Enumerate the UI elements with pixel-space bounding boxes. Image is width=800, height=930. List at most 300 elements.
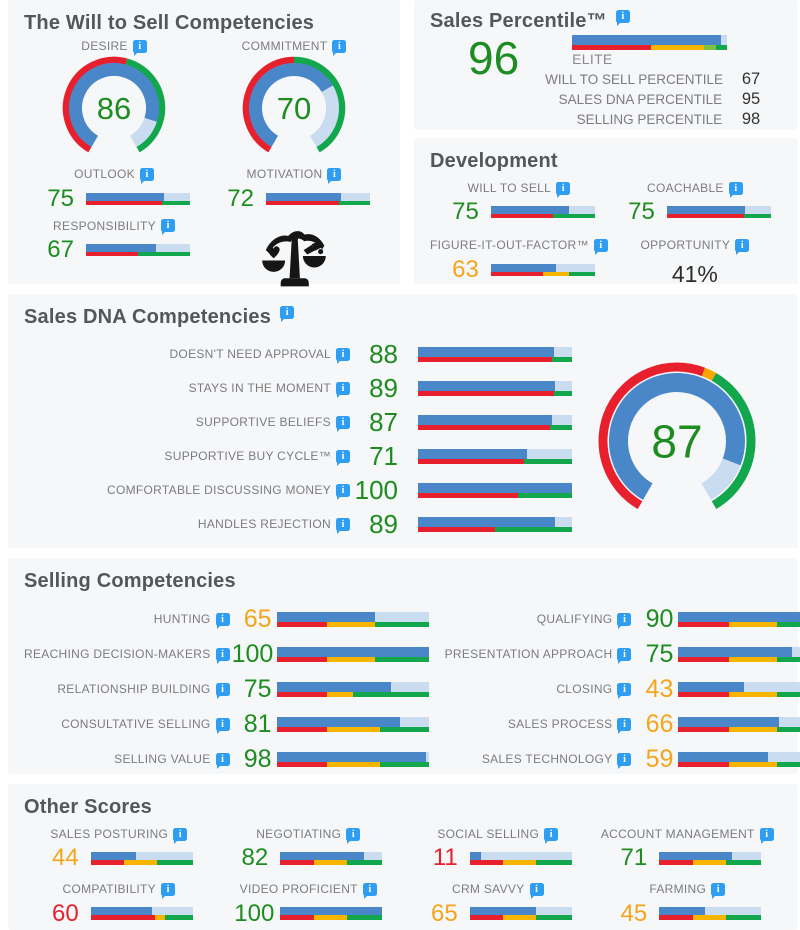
- score-row: [45, 846, 193, 870]
- score-bar-range-strip: [280, 860, 382, 865]
- metric-value: 75: [645, 640, 674, 668]
- info-icon[interactable]: [617, 648, 631, 661]
- score-row: [38, 238, 190, 262]
- range-segment-green: [524, 459, 572, 464]
- metric-label: VIDEO PROFICIENT: [239, 882, 358, 897]
- score-bar-fill: [91, 907, 152, 915]
- info-icon[interactable]: [729, 182, 743, 195]
- score-bar-range-strip: [667, 214, 771, 218]
- score-bar: [491, 206, 595, 218]
- range-segment-yellow: [651, 45, 704, 50]
- sales-percentile-header: [430, 10, 782, 33]
- metric-value: 65: [243, 605, 272, 633]
- percentile-row-value: 95: [741, 90, 761, 108]
- other-score-cell: [24, 827, 214, 870]
- percentile-row-label: SALES DNA PERCENTILE: [558, 92, 723, 107]
- info-icon[interactable]: [617, 613, 631, 626]
- score-bar-range-strip: [418, 493, 572, 498]
- metric-value: 75: [243, 675, 272, 703]
- score-bar-range-strip: [418, 357, 572, 362]
- score-bar-track: [418, 449, 572, 459]
- info-icon[interactable]: [216, 753, 230, 766]
- score-bar-track: [418, 415, 572, 425]
- other-score-cell: [214, 827, 404, 870]
- score-bar: [659, 852, 761, 865]
- range-segment-red: [266, 201, 339, 205]
- score-bar-fill: [418, 415, 552, 425]
- sales-dna-body: [24, 341, 782, 545]
- opportunity-value: 41%: [671, 260, 718, 287]
- metric-value: 67: [47, 236, 74, 264]
- info-icon[interactable]: [617, 718, 631, 731]
- metric-label: SELLING VALUE: [114, 752, 211, 767]
- range-segment-green: [347, 860, 383, 865]
- score-bar-range-strip: [277, 622, 429, 627]
- competency-row: [24, 677, 429, 702]
- metric-value: 89: [369, 509, 398, 539]
- range-segment-green: [777, 692, 800, 697]
- score-bar-range-strip: [659, 860, 761, 865]
- metric-label: STAYS IN THE MOMENT: [188, 380, 331, 395]
- other-scores-title: Other Scores: [24, 796, 153, 818]
- score-bar: [470, 852, 572, 865]
- other-score-cell: [24, 882, 214, 925]
- score-bar-track: [280, 852, 382, 860]
- range-segment-yellow: [729, 762, 778, 767]
- score-row: [613, 846, 761, 870]
- metric-value: 100: [234, 899, 275, 927]
- score-bar-range-strip: [86, 201, 190, 205]
- range-segment-red: [418, 391, 554, 396]
- metric-value: 43: [645, 675, 674, 703]
- score-bar-range-strip: [277, 762, 429, 767]
- range-segment-green: [518, 493, 572, 498]
- sales-percentile-body: [430, 32, 782, 130]
- score-bar-fill: [678, 682, 743, 692]
- score-bar-fill: [91, 852, 136, 860]
- gauge-value: 70: [276, 91, 312, 127]
- score-bar-track: [91, 907, 193, 915]
- score-bar-range-strip: [277, 727, 429, 732]
- competency-cell: [218, 167, 370, 210]
- metric-label: COMMITMENT: [241, 39, 328, 53]
- gauge-value: 87: [651, 415, 703, 468]
- score-bar-fill: [86, 244, 156, 252]
- selling-left-column: [24, 607, 429, 782]
- info-icon[interactable]: [336, 416, 350, 429]
- range-segment-yellow: [503, 860, 536, 865]
- score-bar-track: [280, 907, 382, 915]
- score-row: [234, 899, 382, 927]
- will-section-title: The Will to Sell Competencies: [24, 12, 315, 34]
- metric-label: PRESENTATION APPROACH: [444, 647, 613, 662]
- metric-label: MOTIVATION: [246, 167, 323, 182]
- other-scores-grid: [24, 827, 782, 926]
- range-segment-red: [277, 657, 327, 662]
- score-bar-fill: [418, 449, 527, 459]
- score-bar: [418, 517, 572, 532]
- score-bar-fill: [678, 612, 800, 622]
- competency-row: [24, 747, 429, 772]
- info-icon[interactable]: [735, 239, 749, 252]
- score-bar: [491, 264, 595, 276]
- score-bar-track: [418, 483, 572, 493]
- range-segment-yellow: [327, 622, 376, 627]
- metric-label: CRM SAVVY: [452, 882, 525, 897]
- will-to-sell-section: [8, 0, 400, 284]
- sales-dna-header: [24, 306, 782, 329]
- metric-label: SOCIAL SELLING: [437, 827, 540, 841]
- info-icon[interactable]: [216, 718, 230, 731]
- metric-label: SALES TECHNOLOGY: [481, 752, 613, 767]
- score-bar-fill: [678, 647, 792, 657]
- score-bar: [277, 682, 429, 697]
- range-segment-red: [277, 622, 327, 627]
- metric-label: CLOSING: [556, 682, 613, 697]
- range-segment-green: [553, 214, 595, 218]
- score-bar-range-strip: [91, 860, 193, 865]
- score-bar-range-strip: [491, 214, 595, 218]
- metric-value: 66: [645, 710, 674, 738]
- range-segment-red: [678, 727, 728, 732]
- score-bar-fill: [418, 347, 554, 357]
- score-bar: [418, 449, 572, 464]
- metric-label: HUNTING: [153, 612, 211, 627]
- metric-label-row: [649, 882, 725, 896]
- score-bar-track: [659, 852, 761, 860]
- metric-label-row: [50, 827, 187, 841]
- score-bar-range-strip: [491, 272, 595, 276]
- metric-value: 75: [628, 198, 655, 226]
- info-icon[interactable]: [140, 168, 154, 181]
- metric-label: REACHING DECISION-MAKERS: [24, 647, 211, 662]
- competency-row: [24, 607, 429, 632]
- score-bar-track: [277, 612, 429, 622]
- metric-value: 59: [645, 745, 674, 773]
- score-bar-fill: [659, 852, 731, 860]
- metric-value: 60: [52, 899, 79, 927]
- metric-label: COMPATIBILITY: [62, 882, 156, 897]
- range-segment-green: [138, 252, 190, 256]
- range-segment-green: [536, 860, 572, 865]
- info-icon[interactable]: [280, 306, 294, 319]
- metric-label-row: [74, 167, 154, 181]
- range-segment-red: [678, 622, 728, 627]
- sales-percentile-value: 96: [468, 32, 520, 84]
- score-bar-fill: [470, 907, 536, 915]
- development-section: [414, 138, 798, 287]
- score-row: [619, 200, 771, 224]
- selling-grid: [24, 607, 782, 782]
- score-bar-range-strip: [418, 391, 572, 396]
- info-icon[interactable]: [161, 219, 175, 232]
- range-segment-green: [777, 727, 800, 732]
- info-icon[interactable]: [556, 182, 570, 195]
- score-bar: [277, 612, 429, 627]
- info-icon[interactable]: [216, 613, 230, 626]
- info-icon[interactable]: [616, 10, 630, 23]
- metric-value: 63: [452, 255, 479, 283]
- metric-label-row: [468, 181, 570, 195]
- score-bar-fill: [572, 35, 721, 45]
- range-segment-red: [678, 762, 728, 767]
- range-segment-green: [726, 860, 762, 865]
- range-segment-red: [86, 252, 138, 256]
- metric-value: 88: [369, 339, 398, 369]
- metric-label-row: [63, 882, 175, 896]
- metric-value: 100: [231, 640, 274, 668]
- score-bar: [91, 907, 193, 920]
- gauge-chart: [238, 55, 350, 159]
- metric-value: 11: [432, 844, 458, 872]
- score-bar: [667, 206, 771, 218]
- score-row: [424, 899, 572, 927]
- info-icon[interactable]: [336, 484, 350, 497]
- score-bar-fill: [277, 752, 426, 762]
- info-icon[interactable]: [346, 828, 360, 841]
- range-segment-yellow: [729, 657, 778, 662]
- competency-row: [24, 477, 572, 503]
- info-icon[interactable]: [332, 40, 346, 53]
- score-bar-track: [418, 347, 572, 357]
- score-bar-range-strip: [418, 459, 572, 464]
- range-segment-red: [418, 527, 495, 532]
- range-segment-green: [495, 527, 572, 532]
- score-bar-fill: [678, 717, 778, 727]
- competency-row: [24, 443, 572, 469]
- score-bar-track: [91, 852, 193, 860]
- range-segment-green: [777, 762, 800, 767]
- range-segment-yellow: [314, 915, 347, 920]
- range-segment-green: [375, 622, 428, 627]
- metric-label: RESPONSIBILITY: [53, 218, 156, 233]
- info-icon[interactable]: [216, 648, 230, 661]
- other-score-cell: [593, 827, 783, 870]
- score-row: [424, 846, 572, 870]
- competency-cell: [38, 219, 190, 293]
- metric-value: 44: [52, 844, 79, 872]
- metric-value: 90: [645, 605, 674, 633]
- percentile-row: [545, 110, 760, 129]
- score-bar-fill: [280, 907, 382, 915]
- range-segment-green: [157, 860, 193, 865]
- score-bar-range-strip: [418, 425, 572, 430]
- metric-label-row: [81, 39, 146, 53]
- metric-label-row: [256, 827, 360, 841]
- info-icon[interactable]: [617, 753, 631, 766]
- info-icon[interactable]: [711, 883, 725, 896]
- score-bar: [277, 752, 429, 767]
- score-row: [234, 846, 382, 870]
- score-row: [45, 899, 193, 927]
- score-bar-range-strip: [678, 657, 800, 662]
- score-bar-range-strip: [678, 622, 800, 627]
- percentile-row-value: 98: [741, 110, 761, 128]
- range-segment-red: [277, 692, 327, 697]
- sales-percentile-bar: [545, 35, 760, 50]
- score-bar: [280, 852, 382, 865]
- range-segment-red: [678, 692, 728, 697]
- info-icon[interactable]: [336, 450, 350, 463]
- score-bar-track: [678, 717, 800, 727]
- competency-row: [24, 511, 572, 537]
- score-bar-fill: [470, 852, 481, 860]
- other-score-cell: [403, 827, 593, 870]
- score-bar-track: [277, 752, 429, 762]
- score-bar-range-strip: [280, 915, 382, 920]
- range-segment-red: [91, 915, 155, 920]
- development-cell: [619, 181, 771, 224]
- range-segment-yellow: [729, 622, 778, 627]
- competency-row: [445, 642, 800, 667]
- info-icon[interactable]: [161, 883, 175, 896]
- score-row: [38, 184, 190, 212]
- score-bar-fill: [418, 381, 555, 391]
- score-bar-fill: [667, 206, 745, 214]
- score-bar-range-strip: [277, 657, 429, 662]
- info-icon[interactable]: [617, 683, 631, 696]
- score-bar: [277, 647, 429, 662]
- competency-row: [24, 409, 572, 435]
- range-segment-yellow: [729, 692, 778, 697]
- range-segment-red: [418, 459, 524, 464]
- percentile-row-label: WILL TO SELL PERCENTILE: [545, 72, 723, 87]
- metric-label-row: [640, 238, 749, 252]
- metric-label: FARMING: [649, 882, 707, 897]
- score-bar-range-strip: [91, 915, 193, 920]
- score-bar: [678, 682, 800, 697]
- info-icon[interactable]: [336, 382, 350, 395]
- score-bar-track: [678, 682, 800, 692]
- score-bar-range-strip: [470, 860, 572, 865]
- score-bar: [659, 907, 761, 920]
- range-segment-yellow: [693, 915, 726, 920]
- score-bar-track: [678, 647, 800, 657]
- score-bar-fill: [491, 206, 569, 214]
- score-bar-track: [470, 907, 572, 915]
- range-segment-red: [280, 915, 314, 920]
- score-bar: [91, 852, 193, 865]
- score-bar-range-strip: [659, 915, 761, 920]
- info-icon[interactable]: [336, 348, 350, 361]
- sales-dna-title: Sales DNA Competencies: [24, 306, 272, 328]
- score-bar-fill: [277, 612, 376, 622]
- sales-percentile-section: [414, 0, 798, 130]
- score-bar-track: [277, 647, 429, 657]
- metric-value: 71: [369, 441, 398, 471]
- development-grid: [430, 181, 782, 288]
- range-segment-yellow: [327, 692, 353, 697]
- selling-right-column: [445, 607, 800, 782]
- info-icon[interactable]: [594, 239, 608, 252]
- range-segment-green: [726, 915, 762, 920]
- metric-label-row: [647, 181, 743, 195]
- score-bar-range-strip: [470, 915, 572, 920]
- range-segment-green: [744, 214, 771, 218]
- metric-label: SUPPORTIVE BUY CYCLE™: [164, 448, 331, 463]
- score-row: [443, 255, 595, 283]
- score-bar-fill: [86, 193, 164, 201]
- range-segment-red: [418, 425, 550, 430]
- range-segment-yellow: [327, 727, 380, 732]
- score-bar: [86, 193, 190, 205]
- score-bar-track: [86, 193, 190, 201]
- score-bar-track: [678, 612, 800, 622]
- range-segment-red: [280, 860, 314, 865]
- range-segment-red: [86, 201, 162, 205]
- metric-label-row: [242, 39, 347, 53]
- range-segment-green: [380, 762, 429, 767]
- range-segment-red: [491, 214, 553, 218]
- info-icon[interactable]: [760, 828, 774, 841]
- competency-row: [24, 642, 429, 667]
- percentile-breakdown: [545, 70, 760, 129]
- range-segment-green: [162, 201, 190, 205]
- score-bar: [418, 415, 572, 430]
- score-bar-range-strip: [678, 762, 800, 767]
- gauge-cell-desire: [58, 39, 170, 159]
- score-bar: [678, 647, 800, 662]
- metric-label-row: [430, 238, 608, 252]
- score-bar-range-strip: [86, 252, 190, 256]
- gauge-value: 86: [96, 91, 132, 127]
- metric-value: 65: [431, 899, 458, 927]
- score-bar-track: [470, 852, 572, 860]
- range-segment-red: [470, 860, 504, 865]
- percentile-tier-label: ELITE: [572, 51, 613, 67]
- info-icon[interactable]: [544, 828, 558, 841]
- metric-label: RELATIONSHIP BUILDING: [57, 682, 211, 697]
- info-icon[interactable]: [216, 683, 230, 696]
- score-bar: [418, 347, 572, 362]
- score-bar-fill: [418, 517, 555, 527]
- sales-percentile-title: Sales Percentile™: [430, 10, 607, 32]
- info-icon[interactable]: [336, 518, 350, 531]
- info-icon[interactable]: [530, 883, 544, 896]
- metric-label: DESIRE: [81, 39, 128, 53]
- other-score-cell: [403, 882, 593, 925]
- info-icon[interactable]: [133, 40, 147, 53]
- range-segment-green: [347, 915, 383, 920]
- range-segment-red: [659, 915, 693, 920]
- score-bar: [277, 717, 429, 732]
- score-bar-track: [678, 752, 800, 762]
- sales-dna-rows: [24, 341, 572, 545]
- score-bar: [678, 717, 800, 732]
- score-bar-fill: [280, 852, 364, 860]
- score-bar-range-strip: [572, 45, 727, 50]
- score-bar-track: [418, 381, 572, 391]
- metric-label: DOESN'T NEED APPROVAL: [169, 346, 331, 361]
- range-segment-yellow: [124, 860, 157, 865]
- competency-row: [445, 712, 800, 737]
- metric-label: OPPORTUNITY: [640, 238, 731, 253]
- info-icon[interactable]: [327, 168, 341, 181]
- range-segment-yellow: [693, 860, 726, 865]
- metric-label: NEGOTIATING: [256, 827, 342, 841]
- range-segment-green: [165, 915, 193, 920]
- range-segment-yellow: [729, 727, 778, 732]
- info-icon[interactable]: [173, 828, 187, 841]
- score-bar-fill: [266, 193, 341, 201]
- score-bar-fill: [659, 907, 705, 915]
- metric-value: 87: [369, 407, 398, 437]
- info-icon[interactable]: [363, 883, 377, 896]
- metric-value: 100: [354, 475, 398, 505]
- development-cell: [640, 238, 749, 287]
- range-segment-yellow: [327, 657, 376, 662]
- range-segment-yellow: [314, 860, 347, 865]
